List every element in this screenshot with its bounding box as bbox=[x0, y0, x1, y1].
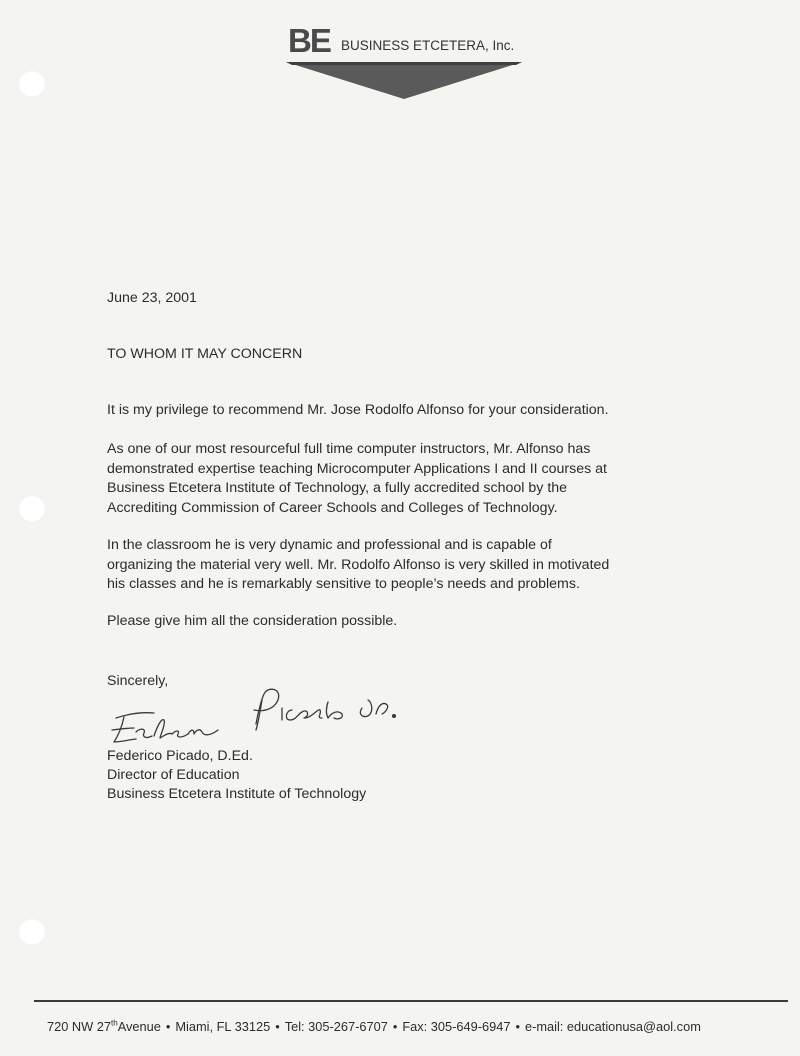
body-paragraph bbox=[107, 440, 747, 518]
footer-contact bbox=[47, 1018, 701, 1036]
body-paragraph bbox=[107, 401, 747, 421]
footer-city: Miami, FL 33125 bbox=[175, 1019, 271, 1034]
letterhead-logo bbox=[286, 22, 526, 102]
body-paragraph bbox=[107, 536, 747, 595]
paragraph-line: Business Etcetera Institute of Technology, a fully accredited school by the bbox=[107, 480, 568, 497]
letter-date: June 23, 2001 bbox=[107, 290, 197, 306]
footer-separator: • bbox=[165, 1019, 171, 1034]
arrow-down-icon bbox=[286, 62, 522, 102]
signer-organization: Business Etcetera Institute of Technology bbox=[107, 786, 367, 802]
footer-address: 720 NW 27thAvenue bbox=[47, 1018, 161, 1034]
footer-email: e-mail: educationusa@aol.com bbox=[524, 1019, 701, 1034]
company-name: BUSINESS ETCETERA, Inc. bbox=[341, 38, 515, 53]
punch-hole bbox=[18, 70, 46, 98]
closing: Sincerely, bbox=[107, 673, 169, 689]
signer-name: Federico Picado, D.Ed. bbox=[107, 748, 253, 764]
logo-monogram: BE bbox=[288, 22, 330, 59]
signer-title: Director of Education bbox=[107, 767, 240, 783]
footer-separator: • bbox=[275, 1019, 280, 1034]
footer-divider bbox=[34, 1000, 788, 1002]
paragraph-line: It is my privilege to recommend Mr. Jose Rodolfo Alfonso for your consideration. bbox=[107, 402, 609, 418]
paragraph-line: As one of our most resourceful full time computer instructors, Mr. Alfonso has bbox=[107, 441, 591, 457]
paragraph-line: In the classroom he is very dynamic and professional and is capable of bbox=[107, 537, 552, 553]
footer-separator: • bbox=[515, 1019, 520, 1034]
paragraph-line: demonstrated expertise teaching Microcomputer Applications I and II courses at bbox=[107, 460, 607, 477]
handwritten-signature bbox=[106, 684, 406, 750]
body-paragraph bbox=[107, 612, 747, 632]
paragraph-line: his classes and he is remarkably sensitive to people’s needs and problems. bbox=[107, 576, 580, 593]
paragraph-line: Please give him all the consideration possible. bbox=[107, 613, 398, 629]
punch-hole bbox=[18, 918, 46, 946]
punch-hole bbox=[18, 495, 46, 523]
footer-fax: Fax: 305-649-6947 bbox=[402, 1019, 511, 1034]
paragraph-line: Accrediting Commission of Career Schools and Colleges of Technology. bbox=[107, 499, 558, 516]
footer-separator: • bbox=[392, 1019, 398, 1034]
paragraph-line: organizing the material very well. Mr. Rodolfo Alfonso is very skilled in motivated bbox=[107, 556, 610, 573]
salutation: TO WHOM IT MAY CONCERN bbox=[107, 346, 303, 362]
footer-tel: Tel: 305-267-6707 bbox=[284, 1019, 388, 1034]
